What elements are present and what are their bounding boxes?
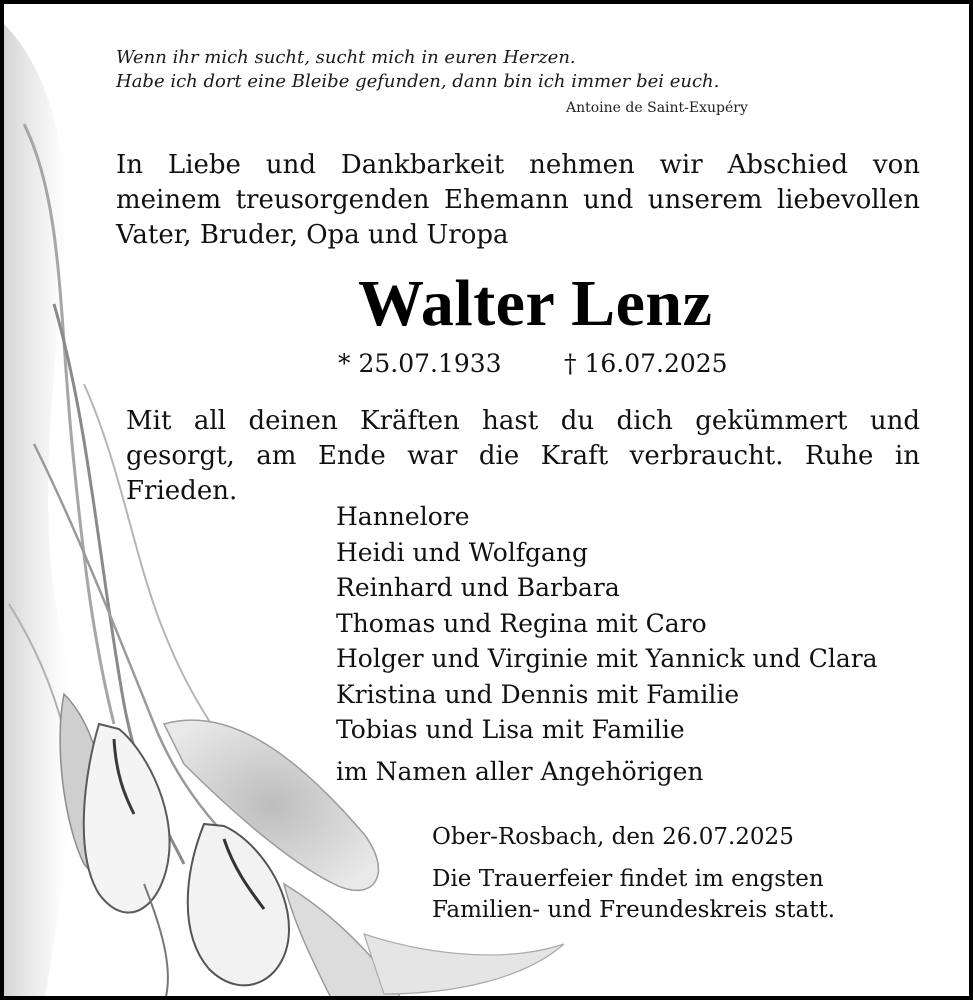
service-note (432, 864, 835, 926)
quote-line-2: Habe ich dort eine Bleibe gefunden, dann bin ich immer bei euch. (116, 71, 720, 92)
quote-line-1: Wenn ihr mich sucht, sucht mich in euren Herzen. (116, 47, 576, 68)
birth-date: * 25.07.1933 (338, 349, 502, 378)
service-note-line-1: Die Trauerfeier findet im engsten (432, 866, 824, 892)
intro-line-3: Vater, Bruder, Opa und Uropa (116, 220, 509, 250)
intro-text (116, 148, 920, 253)
on-behalf-text: im Namen aller Angehörigen (336, 757, 704, 786)
quote-author: Antoine de Saint-Exupéry (566, 100, 748, 116)
mourner-item: Reinhard und Barbara (336, 573, 620, 602)
death-date: † 16.07.2025 (564, 349, 728, 378)
deceased-name: Walter Lenz (358, 267, 713, 340)
intro-line-1: In Liebe und Dankbarkeit nehmen wir Abschied von (116, 150, 920, 180)
tribute-line-2: gesorgt, am Ende war die Kraft verbraucht. Ruhe in Frieden. (126, 441, 920, 506)
place-date: Ober-Rosbach, den 26.07.2025 (432, 824, 794, 850)
mourner-item: Heidi und Wolfgang (336, 537, 589, 567)
mourner-item: Kristina und Dennis mit Familie (336, 679, 740, 709)
mourner-item: Thomas und Regina mit Caro (336, 608, 707, 638)
mourners-list (336, 499, 878, 748)
service-note-line-2: Familien- und Freundeskreis statt. (432, 897, 836, 923)
intro-line-2: meinem treusorgenden Ehemann und unserem liebevollen (116, 185, 920, 215)
tribute-text (126, 404, 920, 509)
tribute-line-1: Mit all deinen Kräften hast du dich gekümmert und (126, 406, 920, 436)
mourner-item: Holger und Virginie mit Yannick und Clara (336, 644, 878, 673)
mourner-item: Tobias und Lisa mit Familie (336, 715, 685, 744)
mourner-item: Hannelore (336, 502, 470, 531)
